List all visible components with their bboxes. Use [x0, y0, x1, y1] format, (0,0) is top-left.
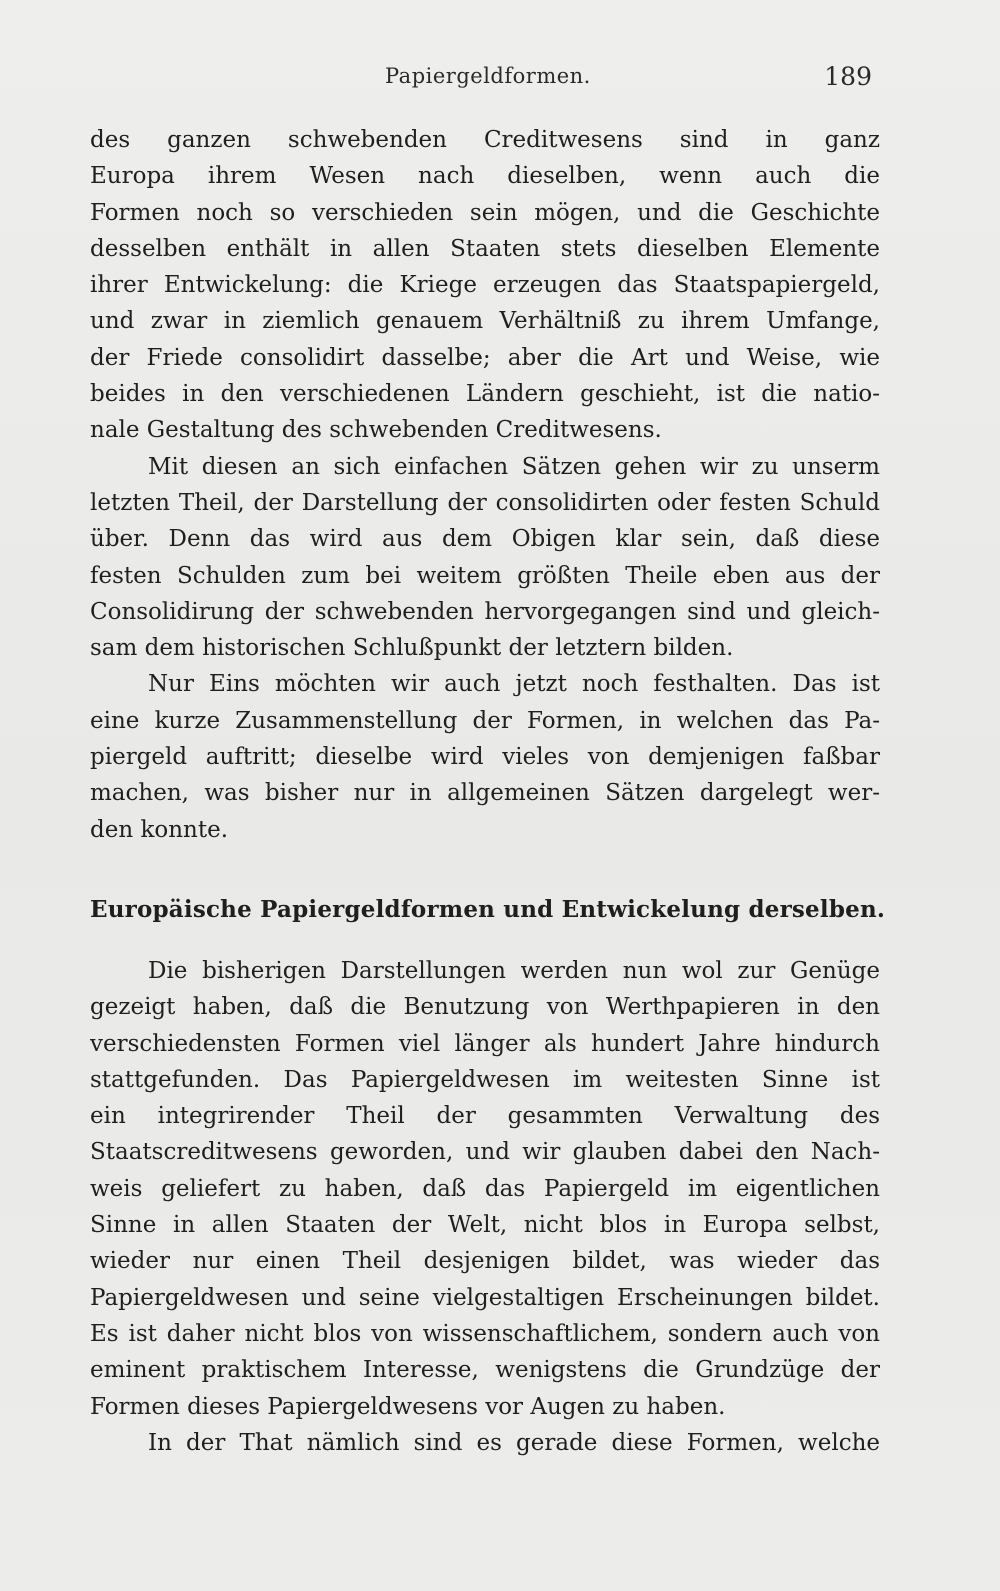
text-line: Nur Eins möchten wir auch jetzt noch festhalten. Das ist: [148, 671, 880, 698]
text-line: nale Gestaltung des schwebenden Creditwesens.: [90, 417, 662, 444]
text-line: Mit diesen an sich einfachen Sätzen gehen wir zu unserm: [148, 453, 880, 480]
text-line: der Friede consolidirt dasselbe; aber die Art und Weise, wie: [90, 344, 880, 371]
text-line: Es ist daher nicht blos von wissenschaftlichem, sondern auch von: [90, 1320, 880, 1347]
body-text-lower: [90, 953, 880, 1461]
text-line: Europa ihrem Wesen nach dieselben, wenn auch die: [90, 163, 880, 190]
text-line: und zwar in ziemlich genauem Verhältniß zu ihrem Umfange,: [90, 308, 880, 335]
text-line: machen, was bisher nur in allgemeinen Sätzen dargelegt wer-: [90, 780, 880, 807]
text-line: Papiergeldwesen und seine vielgestaltigen Erscheinungen bildet.: [90, 1284, 880, 1311]
text-line: desselben enthält in allen Staaten stets dieselben Elemente: [90, 235, 880, 262]
text-line: Formen dieses Papiergeldwesens vor Augen zu haben.: [90, 1393, 726, 1420]
text-line: Staatscreditwesens geworden, und wir glauben dabei den Nach-: [90, 1139, 880, 1166]
running-title: Papiergeldformen.: [385, 64, 591, 88]
text-line: eine kurze Zusammenstellung der Formen, in welchen das Pa-: [90, 707, 880, 734]
text-line: beides in den verschiedenen Ländern geschieht, ist die natio-: [90, 381, 880, 408]
page-number: 189: [824, 62, 872, 91]
section-heading: Europäische Papiergeldformen und Entwickelung derselben.: [90, 896, 886, 923]
text-line: des ganzen schwebenden Creditwesens sind in ganz: [90, 127, 880, 153]
text-line: In der That nämlich sind es gerade diese Formen, welche: [148, 1429, 880, 1456]
text-line: verschiedensten Formen viel länger als hundert Jahre hindurch: [90, 1030, 880, 1057]
text-line: Sinne in allen Staaten der Welt, nicht blos in Europa selbst,: [90, 1212, 880, 1239]
text-line: Formen noch so verschieden sein mögen, und die Geschichte: [90, 199, 880, 226]
text-line: den konnte.: [90, 816, 229, 843]
text-line: ein integrirender Theil der gesammten Verwaltung des: [90, 1103, 880, 1130]
text-line: Consolidirung der schwebenden hervorgegangen sind und gleich-: [90, 598, 880, 625]
text-line: stattgefunden. Das Papiergeldwesen im weitesten Sinne ist: [90, 1066, 880, 1093]
text-line: wieder nur einen Theil desjenigen bildet, was wieder das: [90, 1248, 880, 1275]
text-line: letzten Theil, der Darstellung der consolidirten oder festen Schuld: [90, 489, 880, 516]
text-line: weis geliefert zu haben, daß das Papiergeld im eigentlichen: [90, 1175, 880, 1202]
text-line: sam dem historischen Schlußpunkt der letztern bilden.: [90, 635, 734, 662]
body-text-upper: [90, 122, 880, 848]
text-line: gezeigt haben, daß die Benutzung von Werthpapieren in den: [90, 994, 880, 1021]
running-head: [0, 62, 1000, 102]
text-line: piergeld auftritt; dieselbe wird vieles von demjenigen faßbar: [90, 744, 880, 771]
text-line: eminent praktischem Interesse, wenigstens die Grundzüge der: [90, 1357, 880, 1384]
text-line: Die bisherigen Darstellungen werden nun wol zur Genüge: [148, 958, 880, 984]
text-line: festen Schulden zum bei weitem größten Theile eben aus der: [90, 562, 880, 589]
text-line: ihrer Entwickelung: die Kriege erzeugen das Staatspapiergeld,: [90, 272, 880, 299]
text-line: über. Denn das wird aus dem Obigen klar sein, daß diese: [90, 526, 880, 553]
